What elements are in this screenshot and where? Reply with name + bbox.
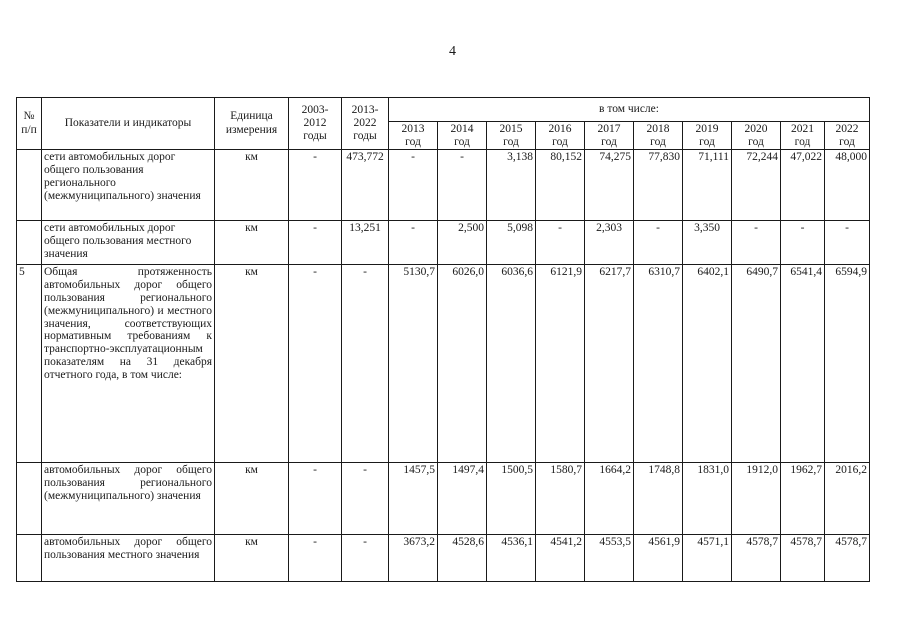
row-value: 48,000 — [825, 150, 870, 221]
row-value: 1497,4 — [438, 463, 487, 535]
row-value: 5,098 — [487, 221, 536, 265]
row-value: 4536,1 — [487, 535, 536, 582]
row-value: 3,350 — [683, 221, 732, 265]
row-value: 74,275 — [585, 150, 634, 221]
row-period2: - — [342, 535, 389, 582]
header-year: 2015 год — [487, 122, 536, 150]
row-value: - — [825, 221, 870, 265]
row-value: 6402,1 — [683, 265, 732, 463]
row-value: 1831,0 — [683, 463, 732, 535]
row-value: 1962,7 — [781, 463, 825, 535]
row-value: 4578,7 — [732, 535, 781, 582]
row-value: - — [389, 221, 438, 265]
row-indicator: автомобильных дорог общего пользования местного значения — [42, 535, 215, 582]
row-value: 2,500 — [438, 221, 487, 265]
row-value: 1580,7 — [536, 463, 585, 535]
row-period1: - — [289, 463, 342, 535]
row-num — [17, 150, 42, 221]
row-value: 4541,2 — [536, 535, 585, 582]
row-value: 6026,0 — [438, 265, 487, 463]
header-year: 2019 год — [683, 122, 732, 150]
row-period2: 13,251 — [342, 221, 389, 265]
row-unit: км — [215, 150, 289, 221]
row-value: 71,111 — [683, 150, 732, 221]
row-value: - — [389, 150, 438, 221]
row-num — [17, 221, 42, 265]
header-year: 2014 год — [438, 122, 487, 150]
header-year: 2016 год — [536, 122, 585, 150]
indicators-table — [16, 97, 870, 582]
table-row — [17, 150, 870, 221]
row-period1: - — [289, 221, 342, 265]
row-period1: - — [289, 265, 342, 463]
row-value: - — [781, 221, 825, 265]
row-indicator: Общая протяженность автомобильных дорог общего пользования регионального (межмуниципального) и местного значения, соответствующих нормативным требованиям к транспортно-эксплуатационным показателям на 31 декабря отчетного года, в том числе: — [42, 265, 215, 463]
row-num: 5 — [17, 265, 42, 463]
row-value: 3673,2 — [389, 535, 438, 582]
header-period-2003-2012: 2003-2012 годы — [289, 98, 342, 150]
row-indicator: сети автомобильных дорог общего пользования местного значения — [42, 221, 215, 265]
header-year: 2021 год — [781, 122, 825, 150]
row-num — [17, 535, 42, 582]
header-period-2013-2022: 2013-2022 годы — [342, 98, 389, 150]
row-value: 1748,8 — [634, 463, 683, 535]
row-value: 77,830 — [634, 150, 683, 221]
row-value: 2,303 — [585, 221, 634, 265]
header-year: 2017 год — [585, 122, 634, 150]
row-value: - — [536, 221, 585, 265]
row-value: 1664,2 — [585, 463, 634, 535]
header-indicator: Показатели и индикаторы — [42, 98, 215, 150]
row-period1: - — [289, 150, 342, 221]
table-row — [17, 221, 870, 265]
row-value: 80,152 — [536, 150, 585, 221]
row-value: 6594,9 — [825, 265, 870, 463]
header-year: 2018 год — [634, 122, 683, 150]
row-value: 5130,7 — [389, 265, 438, 463]
row-value: 4561,9 — [634, 535, 683, 582]
row-period2: 473,772 — [342, 150, 389, 221]
row-num — [17, 463, 42, 535]
row-period2: - — [342, 463, 389, 535]
header-year: 2013 год — [389, 122, 438, 150]
row-value: 6541,4 — [781, 265, 825, 463]
row-unit: км — [215, 265, 289, 463]
row-value: 4571,1 — [683, 535, 732, 582]
row-value: 1500,5 — [487, 463, 536, 535]
header-num: № п/п — [17, 98, 42, 150]
row-value: 6310,7 — [634, 265, 683, 463]
row-value: 3,138 — [487, 150, 536, 221]
row-value: 4528,6 — [438, 535, 487, 582]
header-year: 2022 год — [825, 122, 870, 150]
row-value: - — [634, 221, 683, 265]
header-including: в том числе: — [389, 98, 870, 122]
table-row — [17, 463, 870, 535]
header-year: 2020 год — [732, 122, 781, 150]
header-unit: Единица измерения — [215, 98, 289, 150]
row-value: 6121,9 — [536, 265, 585, 463]
row-indicator: автомобильных дорог общего пользования регионального (межмуниципального) значения — [42, 463, 215, 535]
row-value: 4578,7 — [781, 535, 825, 582]
row-unit: км — [215, 463, 289, 535]
row-value: 2016,2 — [825, 463, 870, 535]
row-value: 6036,6 — [487, 265, 536, 463]
row-value: 1457,5 — [389, 463, 438, 535]
row-value: 6490,7 — [732, 265, 781, 463]
row-value: - — [438, 150, 487, 221]
row-unit: км — [215, 221, 289, 265]
row-value: 4553,5 — [585, 535, 634, 582]
page-number: 4 — [449, 44, 456, 59]
row-value: 1912,0 — [732, 463, 781, 535]
row-period2: - — [342, 265, 389, 463]
row-value: - — [732, 221, 781, 265]
row-period1: - — [289, 535, 342, 582]
row-indicator: сети автомобильных дорог общего пользования регионального (межмуниципального) значения — [42, 150, 215, 221]
row-unit: км — [215, 535, 289, 582]
row-value: 4578,7 — [825, 535, 870, 582]
table-row — [17, 265, 870, 463]
table-row — [17, 535, 870, 582]
row-value: 72,244 — [732, 150, 781, 221]
row-value: 47,022 — [781, 150, 825, 221]
row-value: 6217,7 — [585, 265, 634, 463]
